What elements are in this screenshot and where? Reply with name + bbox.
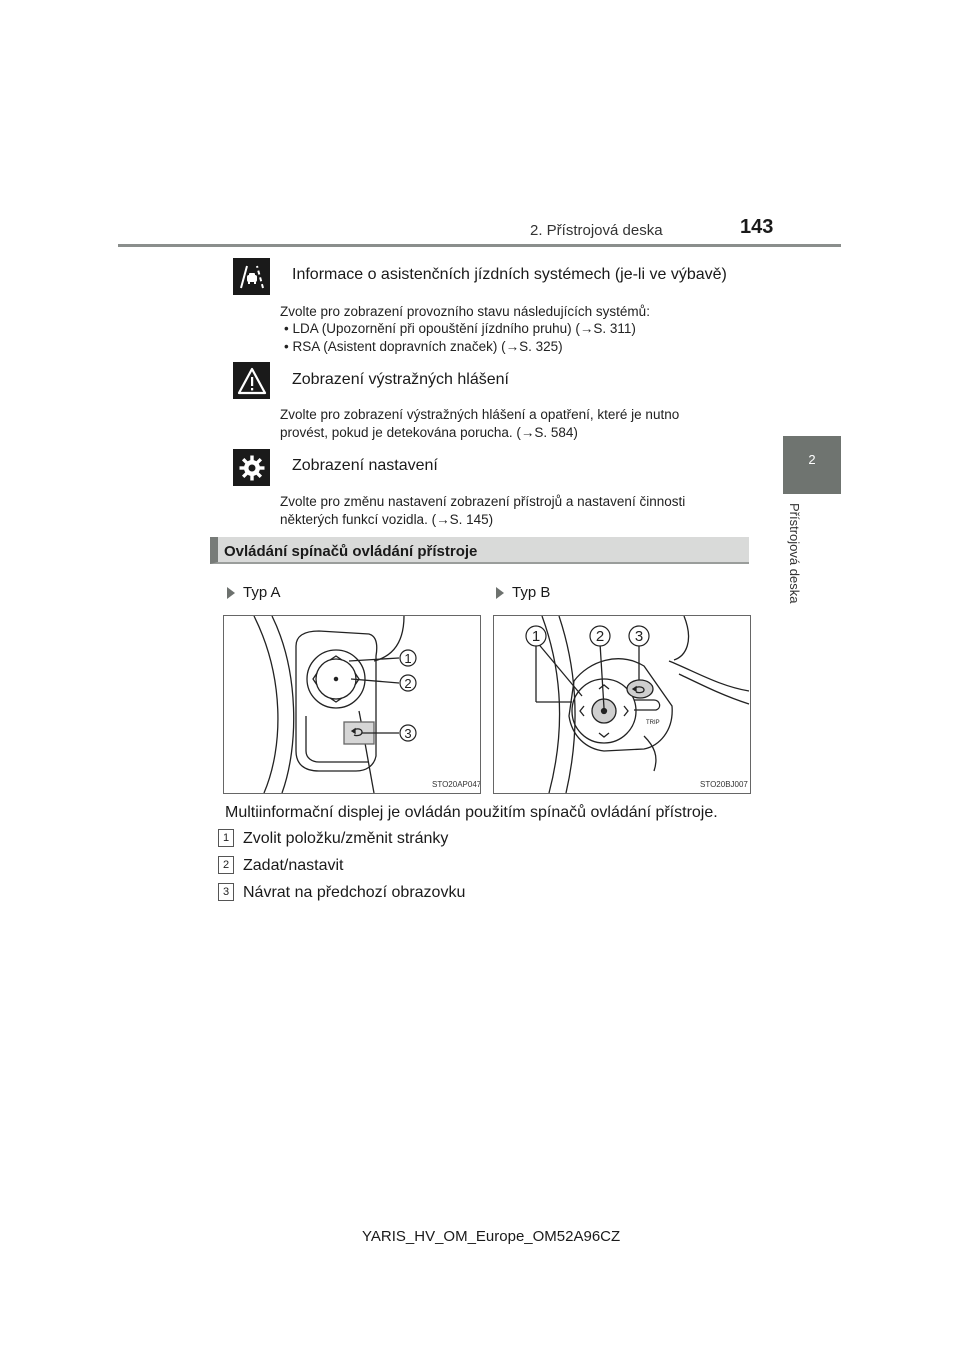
figure-type-b [493, 615, 751, 794]
item-desc-settings-line2: některých funkcí vozidla. (→S. 145) [280, 512, 494, 527]
callout-b-3: 3 [634, 628, 644, 645]
item-title-warnings: Zobrazení výstražných hlášení [292, 371, 509, 388]
chapter-tab: 2 [783, 436, 841, 494]
header-rule [118, 244, 841, 247]
callout-a-1: 1 [404, 651, 412, 666]
type-a-label: Typ A [243, 584, 281, 601]
item-desc-driving-assist: Zvolte pro zobrazení provozního stavu následujících systémů: [280, 304, 650, 319]
steering-switch-illustration-b [494, 616, 750, 793]
list-number: 3 [218, 883, 234, 901]
triangle-bullet-icon [227, 587, 235, 599]
item-desc-warnings-line1: Zvolte pro zobrazení výstražných hlášení a opatření, které je nutno [280, 407, 680, 422]
main-paragraph: Multiinformační displej je ovládán použitím spínačů ovládání přístroje. [225, 804, 718, 821]
list-item-back: Návrat na předchozí obrazovku [243, 884, 466, 901]
triangle-bullet-icon [496, 587, 504, 599]
callout-b-1: 1 [531, 628, 541, 645]
list-number: 1 [218, 829, 234, 847]
list-item-select: Zvolit položku/změnit stránky [243, 830, 449, 847]
list-number: 2 [218, 856, 234, 874]
section-title: 2. Přístrojová deska [530, 222, 663, 239]
warning-triangle-icon [233, 362, 270, 399]
figure-code-a: STO20AP047 [432, 780, 480, 789]
chapter-tab-label: Přístrojová deska [787, 503, 802, 604]
trip-label: TRIP [646, 720, 660, 726]
bullet-rsa: • RSA (Asistent dopravních značek) (→S. 325) [284, 339, 563, 354]
item-desc-warnings-line2: provést, pokud je detekována porucha. (→S. 584) [280, 425, 578, 440]
bullet-lda: • LDA (Upozornění při opouštění jízdního pruhu) (→S. 311) [284, 321, 636, 336]
callout-a-2: 2 [404, 676, 412, 691]
callout-a-3: 3 [404, 726, 412, 741]
figure-code-b: STO20BJ007 [700, 780, 748, 789]
type-b-label: Typ B [512, 584, 551, 601]
item-title-driving-assist: Informace o asistenčních jízdních systémech (je-li ve výbavě) [292, 266, 727, 283]
section-band-title: Ovládání spínačů ovládání přístroje [224, 543, 478, 560]
footer-code: YARIS_HV_OM_Europe_OM52A96CZ [362, 1228, 621, 1245]
lane-assist-icon [233, 258, 270, 295]
page-number: 143 [740, 216, 774, 238]
list-item-enter: Zadat/nastavit [243, 857, 344, 874]
item-desc-settings-line1: Zvolte pro změnu nastavení zobrazení přístrojů a nastavení činnosti [280, 494, 686, 509]
figure-type-a [223, 615, 481, 794]
callout-b-2: 2 [595, 628, 605, 645]
item-title-settings: Zobrazení nastavení [292, 457, 438, 474]
steering-switch-illustration-a [224, 616, 480, 793]
gear-icon [233, 449, 270, 486]
